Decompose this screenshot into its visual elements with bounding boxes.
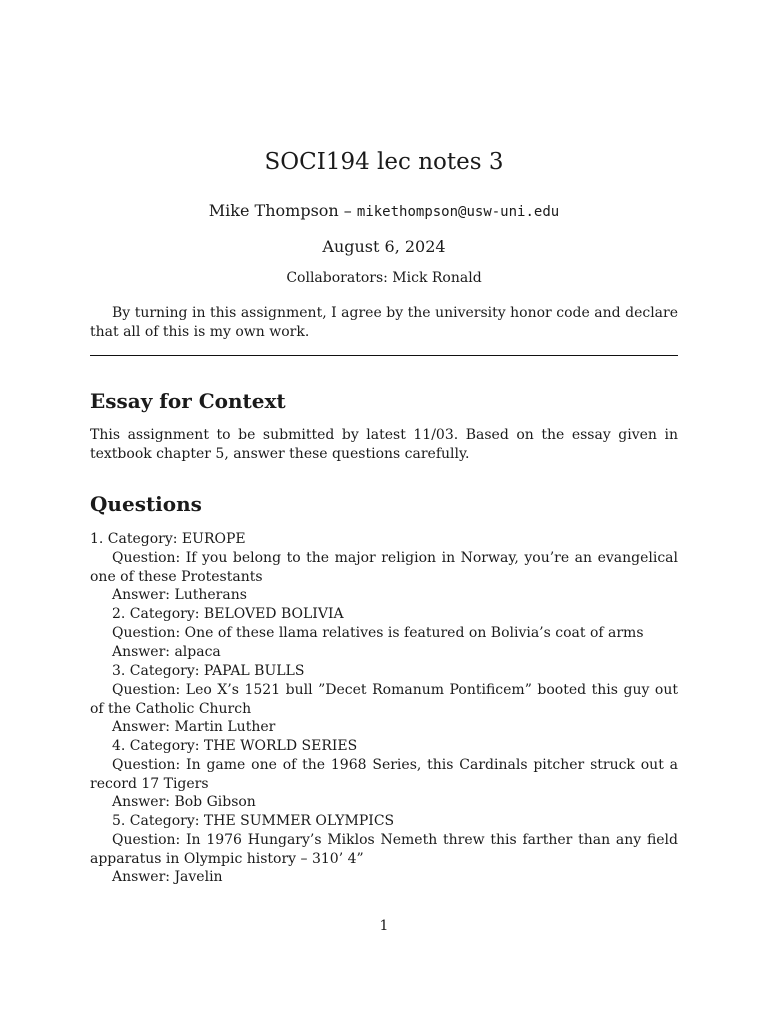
- document-date: August 6, 2024: [322, 237, 446, 256]
- author-separator: –: [338, 201, 357, 220]
- question-3-category: 3. Category: PAPAL BULLS: [112, 663, 305, 679]
- question-1-text: Question: If you belong to the major religion in Norway, you’re an evangelical one of these Protestants: [90, 550, 678, 585]
- question-1-answer: Answer: Lutherans: [112, 587, 247, 603]
- question-4-text: Question: In game one of the 1968 Series, this Cardinals pitcher struck out a record 17 Tigers: [90, 757, 678, 792]
- question-5-category: 5. Category: THE SUMMER OLYMPICS: [112, 813, 395, 829]
- questions-heading: Questions: [90, 492, 202, 516]
- question-4-answer: Answer: Bob Gibson: [112, 794, 256, 810]
- essay-body: This assignment to be submitted by latest 11/03. Based on the essay given in textbook chapter 5, answer these questions carefully.: [90, 427, 678, 462]
- author-email: mikethompson@usw-uni.edu: [356, 204, 560, 220]
- page-number: 1: [379, 918, 389, 934]
- question-4-category: 4. Category: THE WORLD SERIES: [112, 738, 358, 754]
- author-name: Mike Thompson: [208, 201, 339, 220]
- question-5-answer: Answer: Javelin: [112, 869, 223, 885]
- question-1-category: 1. Category: EUROPE: [90, 531, 246, 547]
- honor-statement: By turning in this assignment, I agree by the university honor code and declare that all of this is my own work.: [90, 305, 678, 340]
- question-3-text: Question: Leo X’s 1521 bull ”Decet Romanum Pontificem” booted this guy out of the Catholic Church: [90, 682, 678, 717]
- essay-heading: Essay for Context: [90, 389, 286, 413]
- question-2-text: Question: One of these llama relatives is featured on Bolivia’s coat of arms: [112, 625, 644, 641]
- question-2-category: 2. Category: BELOVED BOLIVIA: [112, 606, 344, 622]
- question-3-answer: Answer: Martin Luther: [112, 719, 276, 735]
- collaborators: Collaborators: Mick Ronald: [286, 270, 482, 286]
- question-5-text: Question: In 1976 Hungary’s Miklos Nemeth threw this farther than any field apparatus in Olympic history – 310’ 4”: [90, 832, 678, 867]
- question-2-answer: Answer: alpaca: [112, 644, 221, 660]
- author-line: [90, 200, 678, 223]
- horizontal-rule: [90, 355, 678, 356]
- document-title: SOCI194 lec notes 3: [264, 149, 504, 175]
